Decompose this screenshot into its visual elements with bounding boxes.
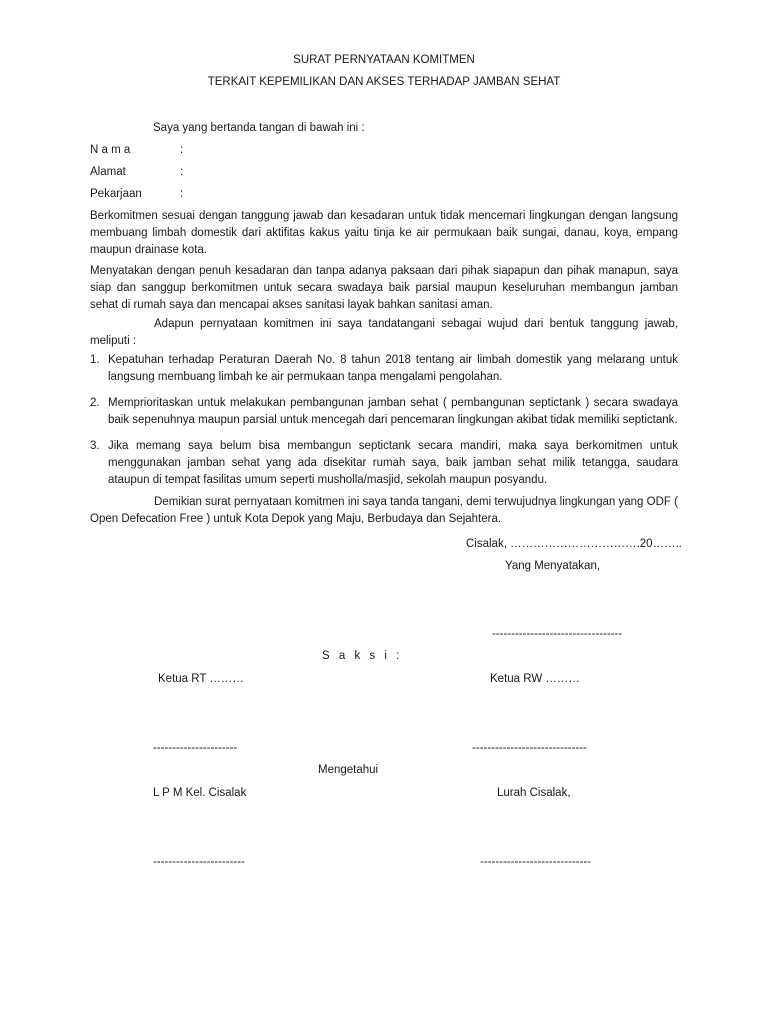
list-item	[90, 438, 678, 489]
declarant-label: Yang Menyatakan,	[505, 560, 601, 572]
commitment-list	[90, 352, 678, 498]
lurah-label: Lurah Cisalak,	[497, 787, 571, 799]
field-label-pekerjaan: Pekarjaan	[90, 188, 142, 200]
lurah-signature-line: -----------------------------	[480, 856, 592, 868]
list-number: 2.	[90, 397, 100, 409]
lpm-signature-line: ------------------------	[153, 856, 245, 868]
rw-signature-line: ------------------------------	[472, 742, 587, 754]
field-colon-pekerjaan: :	[180, 188, 184, 200]
field-colon-nama: :	[180, 144, 184, 156]
intro-text: Saya yang bertanda tangan di bawah ini :	[153, 122, 365, 134]
list-item	[90, 352, 678, 386]
paragraph-responsibility: Adapun pernyataan komitmen ini saya tandatangani sebagai wujud dari bentuk tanggung jawab, meliputi :	[90, 318, 678, 347]
acknowledged-label: Mengetahui	[318, 764, 379, 776]
list-text: Memprioritaskan untuk melakukan pembangunan jamban sehat ( pembangunan septictank ) secara swadaya baik sepenuhnya maupun parsial untuk mencegah dari pencemaran lingkungan akibat tidak memiliki septictank.	[108, 397, 678, 426]
list-number: 1.	[90, 354, 100, 366]
paragraph-statement: Menyatakan dengan penuh kesadaran dan tanpa adanya paksaan dari pihak siapapun dan pihak manapun, saya siap dan sanggup berkomitmen untuk secara swadaya baik parsial maupun keseluruhan membangun jamban sehat di rumah saya dan mencapai akses sanitasi layak bahkan sanitasi aman.	[90, 265, 678, 311]
witness-heading: S a k s i :	[322, 650, 403, 662]
field-label-nama: N a m a	[90, 144, 131, 156]
list-number: 3.	[90, 440, 100, 452]
field-colon-alamat: :	[180, 166, 184, 178]
rt-label: Ketua RT ………	[158, 673, 244, 685]
document-subtitle: TERKAIT KEPEMILIKAN DAN AKSES TERHADAP JAMBAN SEHAT	[207, 76, 561, 88]
rw-label: Ketua RW ………	[490, 673, 580, 685]
lpm-label: L P M Kel. Cisalak	[153, 787, 247, 799]
list-text: Jika memang saya belum bisa membangun septictank secara mandiri, maka saya berkomitmen untuk menggunakan jamban sehat yang ada disekitar rumah saya, baik jamban sehat milik tetangga, saudara ataupun di tempat fasilitas umum seperti musholla/masjid, sekolah maupun posyandu.	[108, 440, 678, 486]
rt-signature-line: ----------------------	[153, 742, 238, 754]
closing-paragraph: Demikian surat pernyataan komitmen ini saya tanda tangani, demi terwujudnya lingkungan yang ODF ( Open Defecation Free ) untuk Kota Depok yang Maju, Berbudaya dan Sejahtera.	[90, 496, 678, 525]
paragraph-commitment: Berkomitmen sesuai dengan tanggung jawab dan kesadaran untuk tidak mencemari lingkungan dengan langsung membuang limbah domestik dari aktifitas kakus yaitu tinja ke air permukaan baik sungai, danau, koya, empang maupun drainase kota.	[90, 210, 678, 256]
declarant-signature-line: ----------------------------------	[492, 628, 623, 640]
place-date: Cisalak, …………………………….20……..	[466, 538, 682, 550]
field-label-alamat: Alamat	[90, 166, 126, 178]
list-item	[90, 395, 678, 429]
document-title: SURAT PERNYATAAN KOMITMEN	[293, 54, 475, 66]
list-text: Kepatuhan terhadap Peraturan Daerah No. 8 tahun 2018 tentang air limbah domestik yang melarang untuk langsung membuang limbah ke air permukaan tanpa mengalami pengolahan.	[108, 354, 678, 383]
